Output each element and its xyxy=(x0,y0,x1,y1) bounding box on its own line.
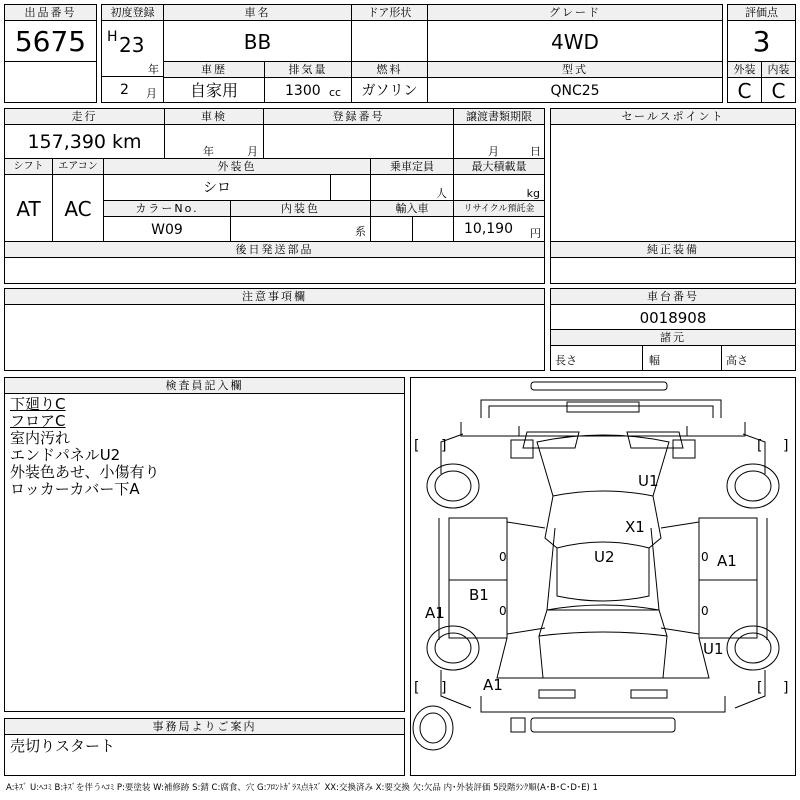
remark-line: 外装色あせ、小傷有り xyxy=(10,463,160,481)
bracket-left: [ xyxy=(414,438,420,454)
door-label: ドア形状 xyxy=(351,4,428,21)
recycle-cell xyxy=(453,216,545,242)
fuel: ガソリン xyxy=(351,77,428,103)
model-label: 型式 xyxy=(427,61,723,78)
grade: 4WD xyxy=(427,20,723,62)
remark-line: 室内汚れ xyxy=(10,429,71,447)
month-unit: 月 xyxy=(146,87,157,100)
damage-mark: 0 xyxy=(499,550,507,564)
exterior: C xyxy=(727,77,762,103)
remark-line: 下廻りC xyxy=(10,395,66,413)
transfer-label: 譲渡書類期限 xyxy=(453,108,545,125)
interior-label: 内装 xyxy=(761,61,796,78)
office-label: 事務局よりご案内 xyxy=(4,718,405,735)
displacement-unit: cc xyxy=(329,86,342,99)
sales-points-body xyxy=(550,124,796,242)
displacement-cell xyxy=(264,77,352,103)
month: 2 xyxy=(120,82,129,98)
damage-mark: U1 xyxy=(638,472,659,490)
damage-mark: 0 xyxy=(701,604,709,618)
first-reg-month-cell xyxy=(101,76,164,103)
legend: A:ｷｽﾞ U:ﾍｺﾐ B:ｷｽﾞを伴うﾍｺﾐ P:要塗装 W:補修跡 S:錆 C:腐食、穴 G:ﾌﾛﾝﾄｶﾞﾗｽ点ｷｽﾞ XX:交換済み X:要交換 欠:欠品 内･外装評価 5段階ﾗﾝｸ順(A･B･C･D･E) 1 xyxy=(6,783,598,793)
damage-mark: A1 xyxy=(483,676,503,694)
parts-label: 後日発送部品 xyxy=(4,241,545,258)
chassis: 0018908 xyxy=(550,304,796,330)
max-load-unit: kg xyxy=(453,174,545,201)
damage-mark: U1 xyxy=(703,640,724,658)
height-label: 高さ xyxy=(721,345,796,371)
interior: C xyxy=(761,77,796,103)
recycle: 10,190 xyxy=(464,221,513,237)
door xyxy=(351,20,428,62)
inspector-label: 検査員記入欄 xyxy=(4,377,405,394)
color-no: W09 xyxy=(103,216,231,242)
remark-line: エンドパネルU2 xyxy=(10,446,121,464)
model: QNC25 xyxy=(427,77,723,103)
car-name: BB xyxy=(163,20,352,62)
fuel-label: 燃料 xyxy=(351,61,428,78)
width-label: 幅 xyxy=(642,345,722,371)
car-name-label: 車名 xyxy=(163,4,352,21)
damage-mark: 0 xyxy=(499,604,507,618)
displacement: 1300 xyxy=(285,83,321,99)
int-color-unit: 系 xyxy=(230,216,371,242)
length-label: 長さ xyxy=(550,345,643,371)
damage-mark: B1 xyxy=(469,586,489,604)
year: 23 xyxy=(119,33,145,57)
bracket-right: ] xyxy=(441,438,447,454)
recycle-label: リサイクル預託金 xyxy=(453,200,545,217)
bracket-left: [ xyxy=(757,438,763,454)
inspection-cell xyxy=(164,124,264,159)
lot-no: 5675 xyxy=(4,20,97,62)
bracket-right: ] xyxy=(783,438,789,454)
lot-no-blank xyxy=(4,61,97,103)
lot-no-label: 出品番号 xyxy=(4,4,97,21)
era: H xyxy=(107,29,118,45)
import-cell-b xyxy=(412,216,454,242)
insp-year: 年 xyxy=(203,145,214,158)
notes-body xyxy=(4,304,545,371)
color-no-label: カラーNo. xyxy=(103,200,231,217)
displacement-label: 排気量 xyxy=(264,61,352,78)
shift: AT xyxy=(4,174,53,242)
damage-mark: A1 xyxy=(717,552,737,570)
damage-mark: A1 xyxy=(425,604,445,622)
insp-month: 月 xyxy=(247,145,258,158)
color-label: 外装色 xyxy=(103,158,371,175)
first-reg-year-cell xyxy=(101,20,164,77)
capacity-unit: 人 xyxy=(370,174,454,201)
remark-line: ロッカーカバー下A xyxy=(10,480,140,498)
score: 3 xyxy=(727,20,796,62)
damage-mark: X1 xyxy=(625,518,645,536)
inspection-label: 車検 xyxy=(164,108,264,125)
damage-mark: 0 xyxy=(701,550,709,564)
ac-label: エアコン xyxy=(52,158,104,175)
transfer-cell xyxy=(453,124,545,159)
bracket-right: ] xyxy=(783,680,789,696)
color-blank xyxy=(330,174,371,201)
recycle-unit: 円 xyxy=(530,227,541,240)
history-label: 車歴 xyxy=(163,61,265,78)
bracket-right: ] xyxy=(441,680,447,696)
shift-label: シフト xyxy=(4,158,53,175)
damage-mark: U2 xyxy=(594,548,615,566)
bracket-left: [ xyxy=(757,680,763,696)
score-label: 評価点 xyxy=(727,4,796,21)
import-label: 輸入車 xyxy=(370,200,454,217)
car-diagram xyxy=(411,378,795,775)
max-load-label: 最大積載量 xyxy=(453,158,545,175)
first-reg-label: 初度登録 xyxy=(101,4,164,21)
genuine-body xyxy=(550,257,796,284)
notes-label: 注意事項欄 xyxy=(4,288,545,305)
inspector-body xyxy=(4,393,405,712)
office-text: 売切りスタート xyxy=(10,737,116,755)
parts-body xyxy=(4,257,545,284)
sales-points-label: セールスポイント xyxy=(550,108,796,125)
grade-label: グレード xyxy=(427,4,723,21)
office-body xyxy=(4,734,405,776)
ac: AC xyxy=(52,174,104,242)
spec-label: 諸元 xyxy=(550,329,796,346)
year-unit: 年 xyxy=(148,63,159,76)
bracket-left: [ xyxy=(414,680,420,696)
genuine-label: 純正装備 xyxy=(550,241,796,258)
import-cell-a xyxy=(370,216,413,242)
transfer-day: 日 xyxy=(530,145,541,158)
transfer-month: 月 xyxy=(488,145,499,158)
color: シロ xyxy=(103,174,331,201)
remark-line: フロアC xyxy=(10,412,66,430)
int-color-label: 内装色 xyxy=(230,200,371,217)
chassis-label: 車台番号 xyxy=(550,288,796,305)
car-diagram-frame xyxy=(410,377,796,776)
reg-no xyxy=(263,124,454,159)
history: 自家用 xyxy=(163,77,265,103)
mileage: 157,390 km xyxy=(4,124,165,159)
capacity-label: 乗車定員 xyxy=(370,158,454,175)
exterior-label: 外装 xyxy=(727,61,762,78)
mileage-label: 走行 xyxy=(4,108,165,125)
reg-no-label: 登録番号 xyxy=(263,108,454,125)
